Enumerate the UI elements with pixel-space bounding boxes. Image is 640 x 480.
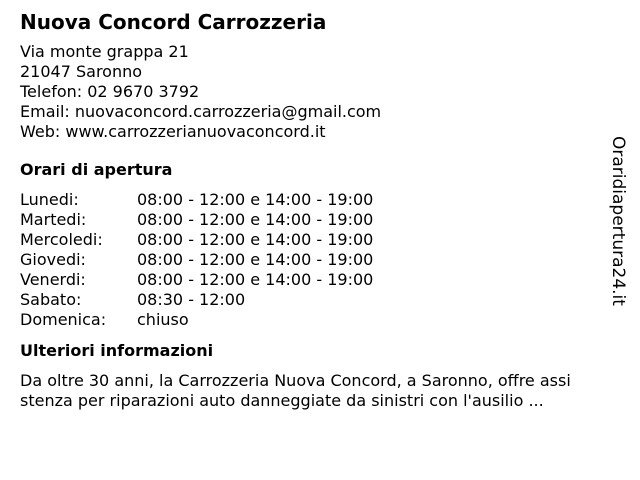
hours-row [20,250,630,270]
time-value: chiuso [137,310,189,329]
web-line: Web: www.carrozzerianuovaconcord.it [20,122,326,141]
hours-row [20,270,630,290]
hours-row [20,290,630,310]
hours-row [20,230,630,250]
postal-city: 21047 Saronno [20,62,143,81]
business-name: Nuova Concord Carrozzeria [20,10,327,34]
day-label: Lunedi: [20,190,79,209]
time-value: 08:00 - 12:00 e 14:00 - 19:00 [137,250,374,269]
day-label: Venerdi: [20,270,86,289]
time-value: 08:00 - 12:00 e 14:00 - 19:00 [137,190,374,209]
email-line: Email: nuovaconcord.carrozzeria@gmail.com [20,102,382,121]
time-value: 08:00 - 12:00 e 14:00 - 19:00 [137,270,374,289]
hours-heading: Orari di apertura [20,160,173,179]
hours-row [20,210,630,230]
info-heading: Ulteriori informazioni [20,341,214,360]
phone-line: Telefon: 02 9670 3792 [20,82,200,101]
contact-details [20,42,630,142]
time-value: 08:30 - 12:00 [137,290,246,309]
day-label: Domenica: [20,310,107,329]
info-text: Da oltre 30 anni, la Carrozzeria Nuova Concord, a Saronno, offre assistenza per riparazioni auto danneggiate da sinistri con l'ausilio ... [20,371,571,410]
watermark-text: Oraridiapertura24.it [608,136,628,306]
day-label: Mercoledi: [20,230,103,249]
day-label: Martedi: [20,210,87,229]
time-value: 08:00 - 12:00 e 14:00 - 19:00 [137,230,374,249]
day-label: Giovedi: [20,250,86,269]
business-card [20,8,630,411]
hours-row [20,190,630,210]
street-address: Via monte grappa 21 [20,42,189,61]
day-label: Sabato: [20,290,82,309]
hours-table [20,190,630,330]
hours-row [20,310,630,330]
time-value: 08:00 - 12:00 e 14:00 - 19:00 [137,210,374,229]
